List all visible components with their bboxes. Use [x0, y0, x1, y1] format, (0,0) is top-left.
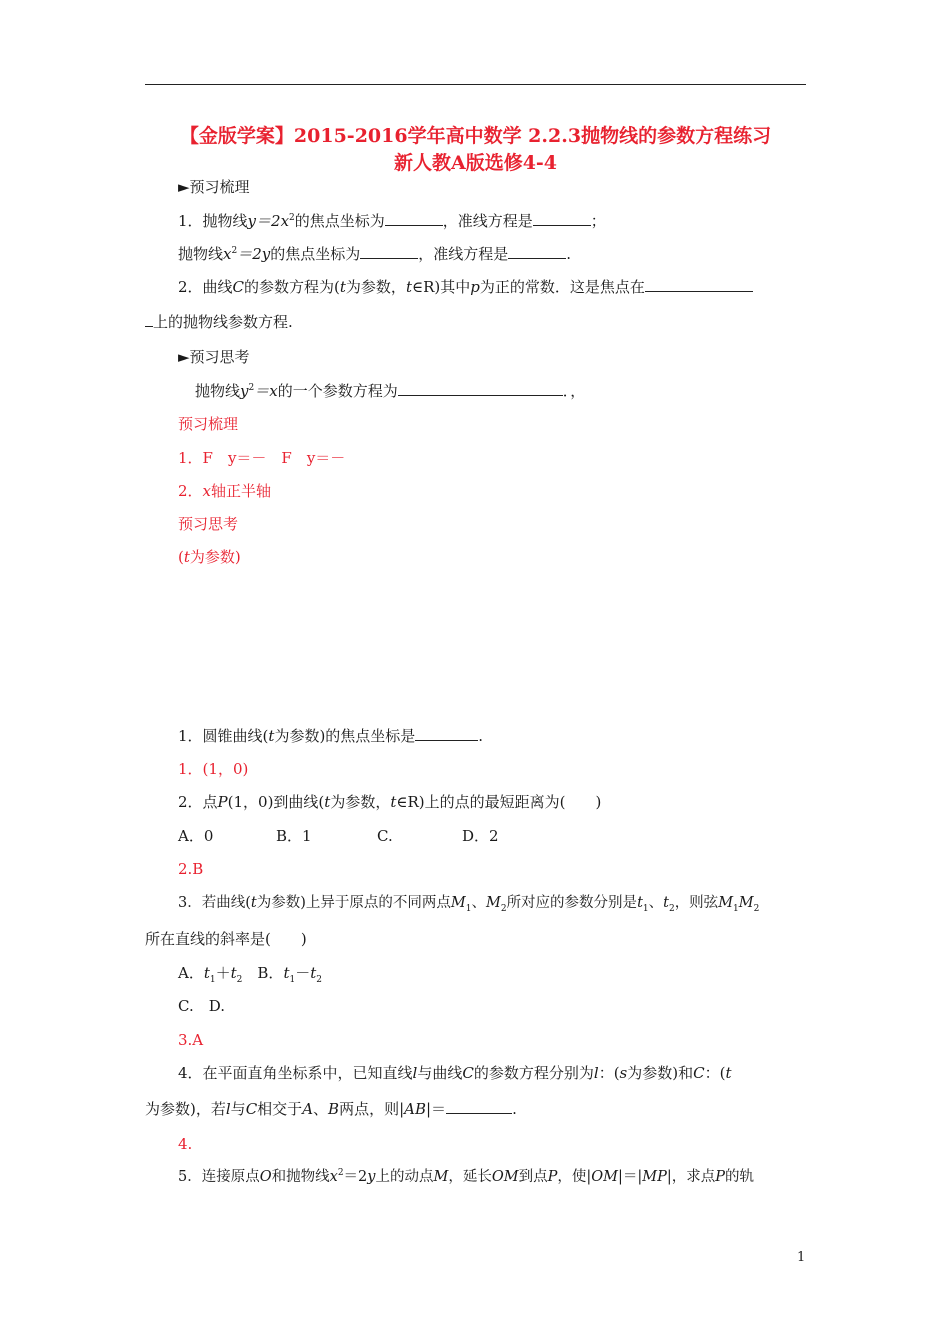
answer-heading: 预习梳理	[178, 415, 239, 433]
exercise-2: 2．点P(1，0)到曲线(t为参数，t∈R)上的点的最短距离为( )	[178, 793, 602, 811]
exercise-2-option-b: B．1	[276, 827, 312, 845]
preview-heading: ►预习梳理	[178, 178, 250, 196]
document-subtitle: 新人教A版选修4-4	[393, 152, 558, 174]
answer-blank	[446, 1099, 512, 1114]
exercise-2-option-a: A．0	[178, 827, 214, 845]
exercise-2-option-d: D．2	[462, 827, 499, 845]
think-question: 抛物线$y^2=x$的一个参数方程为 ．，	[195, 382, 586, 400]
exercise-5: 5．连接原点O和抛物线$x^2=2y$上的动点M，延长OM到点P，使|OM|＝|MP|，求点P的轨	[178, 1168, 755, 1185]
answer-blank	[398, 381, 563, 396]
answer-blank	[385, 211, 443, 226]
exercise-1-answer: 1．(1，0)	[178, 760, 249, 778]
preview-question-2-cont: 上的抛物线参数方程.	[145, 312, 293, 332]
exercise-4: 4．在平面直角坐标系中，已知直线l与曲线C的参数方程分别为l：(s为参数)和C：(t	[178, 1064, 732, 1082]
exercise-1: 1．圆锥曲线(t为参数)的焦点坐标是 .	[178, 727, 484, 745]
answer-blank	[145, 312, 153, 327]
preview-question-2: 2．曲线C的参数方程为(t为参数，t∈R)其中p为正的常数．这是焦点在	[178, 277, 753, 297]
preview-question-1b: 抛物线$x^2=2y$的焦点坐标为 ，准线方程是 .	[178, 245, 572, 263]
page-number: 1	[797, 1250, 806, 1265]
exercise-3: 3．若曲线(t为参数)上异于原点的不同两点$M_1$、$M_2$所对应的参数分别是$t_1$、$t_2$，则弦$M_1M_2$	[178, 895, 760, 914]
answer-blank	[508, 244, 566, 259]
exercise-4-answer: 4.	[178, 1135, 193, 1153]
think-heading: ►预习思考	[178, 348, 250, 366]
answer-blank	[415, 726, 478, 741]
answer-blank	[360, 244, 418, 259]
answer-blank	[533, 211, 591, 226]
header-rule	[145, 84, 806, 85]
preview-question-1: 1．抛物线$y=2x^2$的焦点坐标为 ，准线方程是 ；	[178, 212, 606, 230]
answer-1: 1．F y＝－ F y＝－	[178, 449, 346, 467]
exercise-2-answer: 2.B	[178, 860, 204, 878]
exercise-4-cont: 为参数)，若l与C相交于A、B两点，则|AB|＝ .	[145, 1100, 517, 1118]
answer-blank	[645, 277, 753, 292]
exercise-3-cont: 所在直线的斜率是( )	[145, 930, 307, 948]
document-title: 【金版学案】2015-2016学年高中数学 2.2.3抛物线的参数方程练习	[179, 125, 772, 147]
answer-think: (t为参数)	[178, 548, 241, 566]
answer-think-heading: 预习思考	[178, 515, 239, 533]
answer-2: 2．x轴正半轴	[178, 482, 272, 500]
exercise-3-options-ab: A．$t_1+t_2$ B．$t_1-t_2$	[178, 964, 322, 985]
exercise-2-option-c: C.	[377, 827, 393, 845]
exercise-3-options-cd: C. D.	[178, 997, 225, 1015]
exercise-3-answer: 3.A	[178, 1031, 204, 1049]
